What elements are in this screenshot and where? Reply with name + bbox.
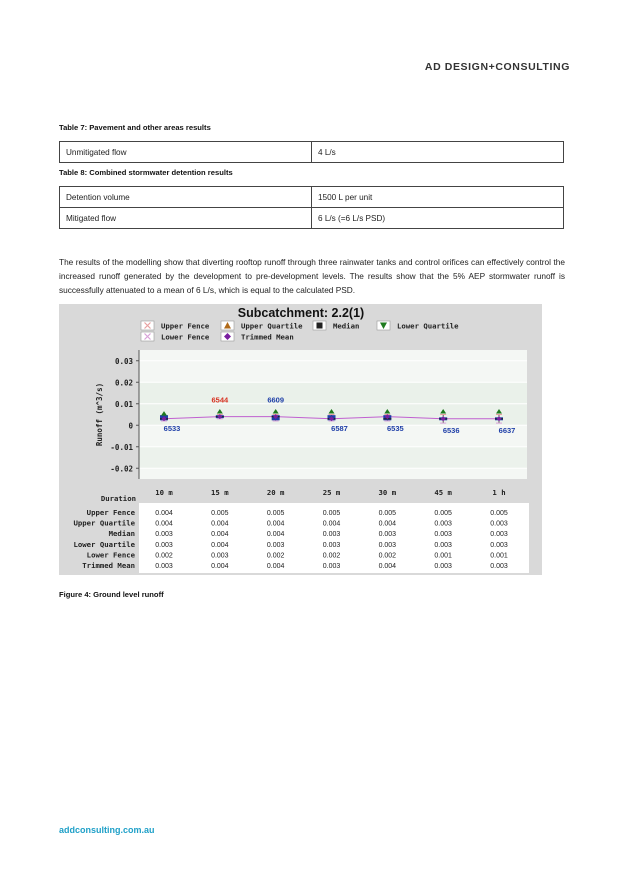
data-table-cell: 0.001 [434,552,452,560]
data-table-cell: 0.003 [434,563,452,570]
y-tick-label: 0.02 [114,378,133,388]
table-row [60,187,564,208]
x-axis-label: Duration [100,494,136,503]
point-label: 6536 [442,426,460,436]
x-tick-label: 20 m [266,488,285,497]
table-row [60,208,564,229]
x-tick-label: 25 m [322,488,341,497]
data-table-cell: 0.003 [155,531,173,539]
table-cell-label: Detention volume [60,187,312,208]
point-label: 6533 [163,423,181,433]
data-table-row-label: Upper Quartile [73,518,135,528]
data-table-cell: 0.004 [266,520,285,528]
y-tick-label: 0.01 [114,399,133,409]
point-label: 6609 [267,395,285,405]
data-table-cell: 0.002 [322,552,341,560]
data-table-cell: 0.004 [266,563,285,570]
data-table-cell: 0.005 [211,510,229,517]
data-table-cell: 0.003 [322,563,341,570]
table8 [59,186,564,229]
data-table-cell: 0.004 [378,520,397,528]
y-tick-label: 0 [128,421,133,431]
data-table-cell: 0.003 [322,531,341,539]
x-tick-label: 10 m [155,488,173,497]
legend-label: Lower Quartile [397,321,459,331]
legend-label: Median [333,321,360,331]
point-label: 6535 [386,423,404,433]
table-cell-label: Unmitigated flow [60,142,312,163]
data-table-cell: 0.005 [378,510,397,517]
data-table-cell: 0.005 [322,510,341,517]
data-table-cell: 0.005 [490,510,508,517]
data-table-cell: 0.003 [490,541,508,549]
data-table-cell: 0.003 [155,541,173,549]
plot-band [139,447,527,469]
data-table-cell: 0.003 [322,541,341,549]
chart-title: Subcatchment: 2.2(1) [237,306,365,320]
results-paragraph: The results of the modelling show that diverting rooftop runoff through three rainwater tanks and control orifices can effectively control the increased runoff generated by the development to pre-development levels. The results show that the 5% AEP stormwater runoff is successfully attenuated to a mean of 6 L/s, which is equal to the calculated PSD. [59,257,565,295]
legend-label: Upper Fence [161,321,210,331]
point-label: 6587 [331,423,348,433]
data-table-cell: 0.003 [211,552,229,560]
data-table-cell: 0.003 [378,531,397,539]
legend-label: Lower Fence [161,332,210,342]
data-table-cell: 0.003 [490,520,508,528]
point-label: 6637 [498,426,516,436]
data-table-row-label: Trimmed Mean [82,561,135,570]
table8-caption: Table 8: Combined stormwater detention results [59,168,233,177]
legend-marker-square [317,323,323,329]
data-table-cell: 0.004 [155,520,173,528]
data-table-cell: 0.002 [155,552,173,560]
data-table-cell: 0.004 [266,531,285,539]
table7-caption: Table 7: Pavement and other areas results [59,123,211,132]
y-tick-label: -0.01 [110,442,133,452]
y-tick-label: 0.03 [114,356,133,366]
y-tick-label: -0.02 [110,464,133,474]
data-table-cell: 0.003 [434,541,452,549]
data-table-cell: 0.003 [490,531,508,539]
data-table-cell: 0.003 [266,541,285,549]
data-table-row-label: Lower Quartile [73,539,135,549]
data-table-cell: 0.003 [434,531,452,539]
figure-caption: Figure 4: Ground level runoff [59,590,164,599]
y-axis-label: Runoff (m^3/s) [95,382,104,447]
data-table-cell: 0.003 [155,563,173,570]
x-tick-label: 45 m [434,488,452,497]
data-table-cell: 0.005 [434,510,452,517]
table-cell-label: Mitigated flow [60,208,312,229]
data-table-cell: 0.004 [211,563,229,570]
table-cell-value: 4 L/s [312,142,564,163]
runoff-box-chart [59,304,542,575]
data-table-cell: 0.002 [378,552,397,560]
data-table-cell: 0.005 [266,510,285,517]
legend-label: Trimmed Mean [241,332,294,342]
table-row [60,142,564,163]
data-table-cell: 0.004 [211,531,229,539]
point-label: 6544 [211,395,229,405]
footer-url: addconsulting.com.au [59,825,155,835]
data-table-row-label: Median [108,529,135,539]
table7 [59,141,564,163]
legend-label: Upper Quartile [241,321,303,331]
x-tick-label: 15 m [211,488,229,497]
data-table-cell: 0.004 [322,520,341,528]
company-logo: AD DESIGN+CONSULTING [424,61,570,73]
data-table-cell: 0.004 [211,541,229,549]
data-table-cell: 0.003 [378,541,397,549]
x-tick-label: 30 m [378,488,397,497]
data-table-cell: 0.001 [490,552,508,560]
data-table-cell: 0.003 [490,563,508,570]
data-table-cell: 0.004 [211,520,229,528]
table-cell-value: 6 L/s (=6 L/s PSD) [312,208,564,229]
runoff-chart-figure [59,304,542,575]
data-table-row-label: Upper Fence [86,508,135,517]
data-table-cell: 0.003 [434,520,452,528]
data-table-cell: 0.004 [378,563,397,570]
data-table-cell: 0.002 [266,552,285,560]
data-table-row-label: Lower Fence [86,550,135,560]
x-tick-label: 1 h [492,488,506,497]
table-cell-value: 1500 L per unit [312,187,564,208]
data-table-cell: 0.004 [155,510,173,517]
